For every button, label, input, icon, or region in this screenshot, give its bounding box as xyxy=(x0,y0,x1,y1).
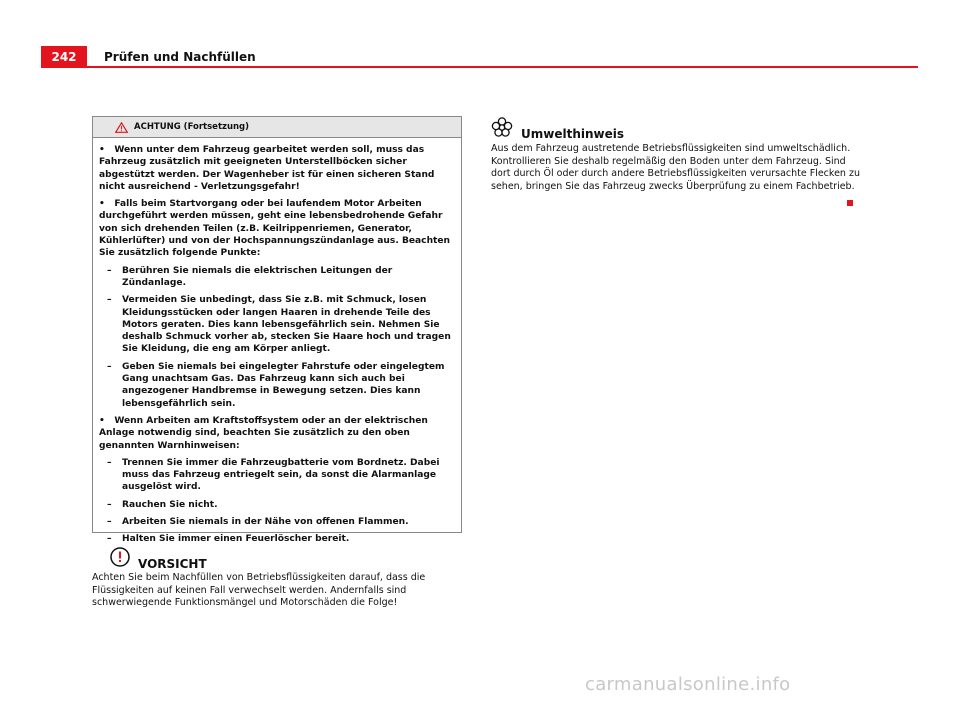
warning-subitem: – Rauchen Sie nicht. xyxy=(107,499,218,510)
warning-subitem: – Berühren Sie niemals die elektrischen Leitungen der Zündanlage. xyxy=(107,265,393,288)
environment-heading xyxy=(491,117,624,141)
caution-text: Achten Sie beim Nachfüllen von Betriebsflüssigkeiten darauf, dass die Flüssigkeiten auf keinen Fall verwechselt werden. Andernfalls sind schwerwiegende Funktionsmängel und Motorschäden die Folge! xyxy=(92,572,426,609)
warning-item: • Falls beim Startvorgang oder bei laufendem Motor Arbeiten durchgeführt werden müssen, geht eine lebensbedrohende Gefahr von sich drehenden Teilen (z.B. Keilrippenriemen, Generator, Kühlerlüfter) und von der Hochspannungszündanlage aus. Beachten Sie zusätzlich folgende Punkte: xyxy=(99,199,451,259)
warning-label: ACHTUNG (Fortsetzung) xyxy=(134,122,250,132)
warning-item: • Wenn unter dem Fahrzeug gearbeitet werden soll, muss das Fahrzeug zusätzlich mit geeigneten Unterstellböcken sicher abgestützt werden. Der Wagenheber ist für einen sicheren Stand nicht ausreichend - Verletzungsgefahr! xyxy=(99,145,435,192)
caution-heading xyxy=(110,547,207,571)
exclamation-circle-icon xyxy=(110,547,130,571)
watermark: carmanualsonline.info xyxy=(585,674,791,695)
page-header-title: Prüfen und Nachfüllen xyxy=(104,50,256,64)
warning-subitem: – Geben Sie niemals bei eingelegter Fahrstufe oder eingelegtem Gang unachtsam Gas. Das Fahrzeug kann sich auch bei angezogener Handbremse in Bewegung setzen. Dies kann lebensgefährlich sein. xyxy=(107,361,445,409)
warning-item: • Wenn Arbeiten am Kraftstoffsystem oder an der elektrischen Anlage notwendig sind, beachten Sie zusätzlich zu den oben genannten Warnhinweisen: xyxy=(99,415,428,451)
warning-header xyxy=(93,117,461,138)
flower-icon xyxy=(491,117,513,141)
page-number: 242 xyxy=(41,46,87,68)
warning-subitem: – Arbeiten Sie niemals in der Nähe von offenen Flammen. xyxy=(107,517,409,528)
warning-box xyxy=(92,116,462,545)
section-end-marker xyxy=(847,200,853,206)
warning-subitem: – Trennen Sie immer die Fahrzeugbatterie vom Bordnetz. Dabei muss das Fahrzeug entriegelt sein, da sonst die Alarmanlage ausgelöst wird. xyxy=(107,457,440,493)
warning-subitem: – Halten Sie immer einen Feuerlöscher bereit. xyxy=(107,534,350,545)
warning-body xyxy=(93,138,461,546)
warning-triangle-icon xyxy=(115,122,128,133)
environment-text: Aus dem Fahrzeug austretende Betriebsflüssigkeiten sind umweltschädlich. Kontrollieren Sie deshalb regelmäßig den Boden unter dem Fahrzeug. Sind dort durch Öl oder durch andere Betriebsflüssigkeiten verursachte Flecken zu sehen, bringen Sie das Fahrzeug zwecks Überprüfung zu einem Fachbetrieb. xyxy=(491,143,860,193)
environment-title: Umwelthinweis xyxy=(521,127,625,141)
caution-title: VORSICHT xyxy=(138,557,207,571)
header-rule xyxy=(41,66,918,68)
warning-subitem: – Vermeiden Sie unbedingt, dass Sie z.B. mit Schmuck, losen Kleidungsstücken oder langen Haaren in drehende Teile des Motors geraten. Dies kann lebensgefährlich sein. Nehmen Sie deshalb Schmuck vorher ab, stecken Sie Haare hoch und tragen Sie Kleidung, die eng am Körper anliegt. xyxy=(107,295,451,355)
